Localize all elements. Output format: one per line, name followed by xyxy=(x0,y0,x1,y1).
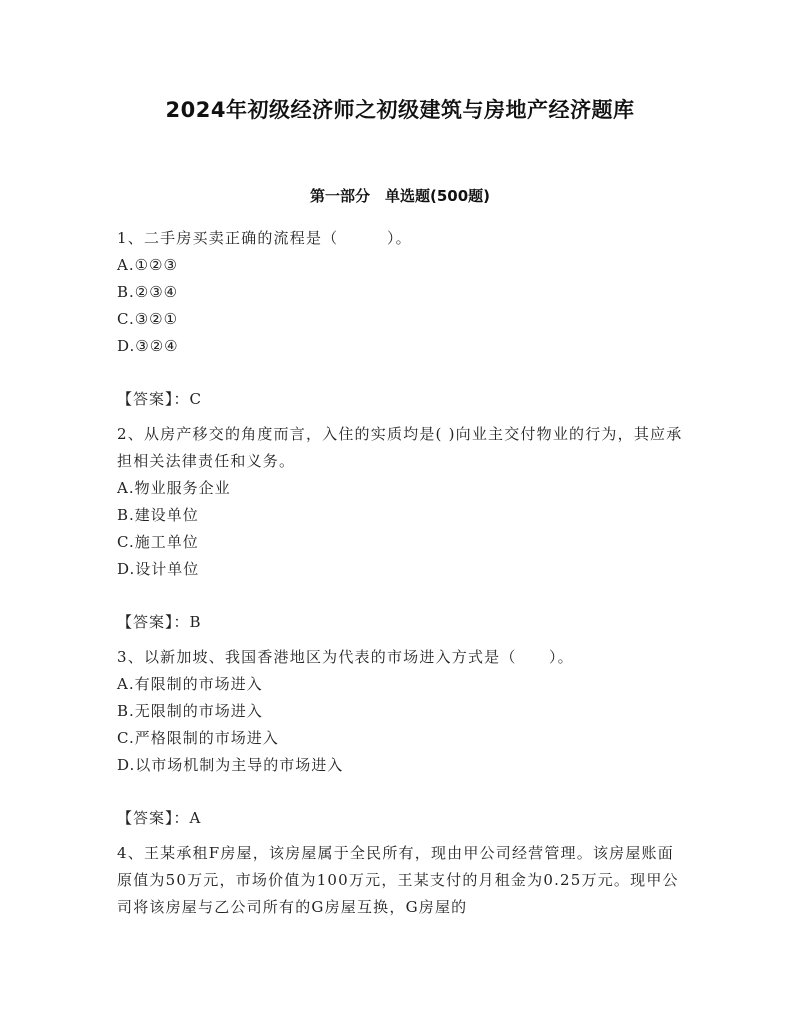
question-list xyxy=(117,225,687,921)
question-stem: 2、从房产移交的角度而言，入住的实质均是( )向业主交付物业的行为，其应承担相关法律责任和义务。 xyxy=(117,425,683,470)
option-a: A.有限制的市场进入 xyxy=(117,675,263,693)
question-stem: 3、以新加坡、我国香港地区为代表的市场进入方式是（ ）。 xyxy=(117,648,574,666)
option-b: B.②③④ xyxy=(117,283,179,301)
answer-line: 【答案】：A xyxy=(117,809,202,827)
option-d: D.③②④ xyxy=(117,337,179,355)
question-1 xyxy=(117,225,687,413)
option-b: B.建设单位 xyxy=(117,506,199,524)
answer-line: 【答案】：C xyxy=(117,390,202,408)
option-c: C.③②① xyxy=(117,310,179,328)
question-4 xyxy=(117,840,687,921)
option-d: D.以市场机制为主导的市场进入 xyxy=(117,756,344,774)
question-3 xyxy=(117,644,687,832)
section-heading: 第一部分 单选题(500题) xyxy=(309,187,491,205)
option-b: B.无限制的市场进入 xyxy=(117,702,263,720)
document-title: 2024年初级经济师之初级建筑与房地产经济题库 xyxy=(165,98,635,122)
question-2 xyxy=(117,421,687,636)
option-d: D.设计单位 xyxy=(117,560,200,578)
answer-line: 【答案】：B xyxy=(117,613,202,631)
question-stem: 1、二手房买卖正确的流程是（ ）。 xyxy=(117,229,412,247)
option-c: C.施工单位 xyxy=(117,533,199,551)
option-c: C.严格限制的市场进入 xyxy=(117,729,279,747)
option-a: A.①②③ xyxy=(117,256,178,274)
option-a: A.物业服务企业 xyxy=(117,479,231,497)
question-stem: 4、王某承租F房屋，该房屋属于全民所有，现由甲公司经营管理。该房屋账面原值为50万元，市场价值为100万元，王某支付的月租金为0.25万元。现甲公司将该房屋与乙公司所有的G房屋互换，G房屋的 xyxy=(117,844,679,916)
